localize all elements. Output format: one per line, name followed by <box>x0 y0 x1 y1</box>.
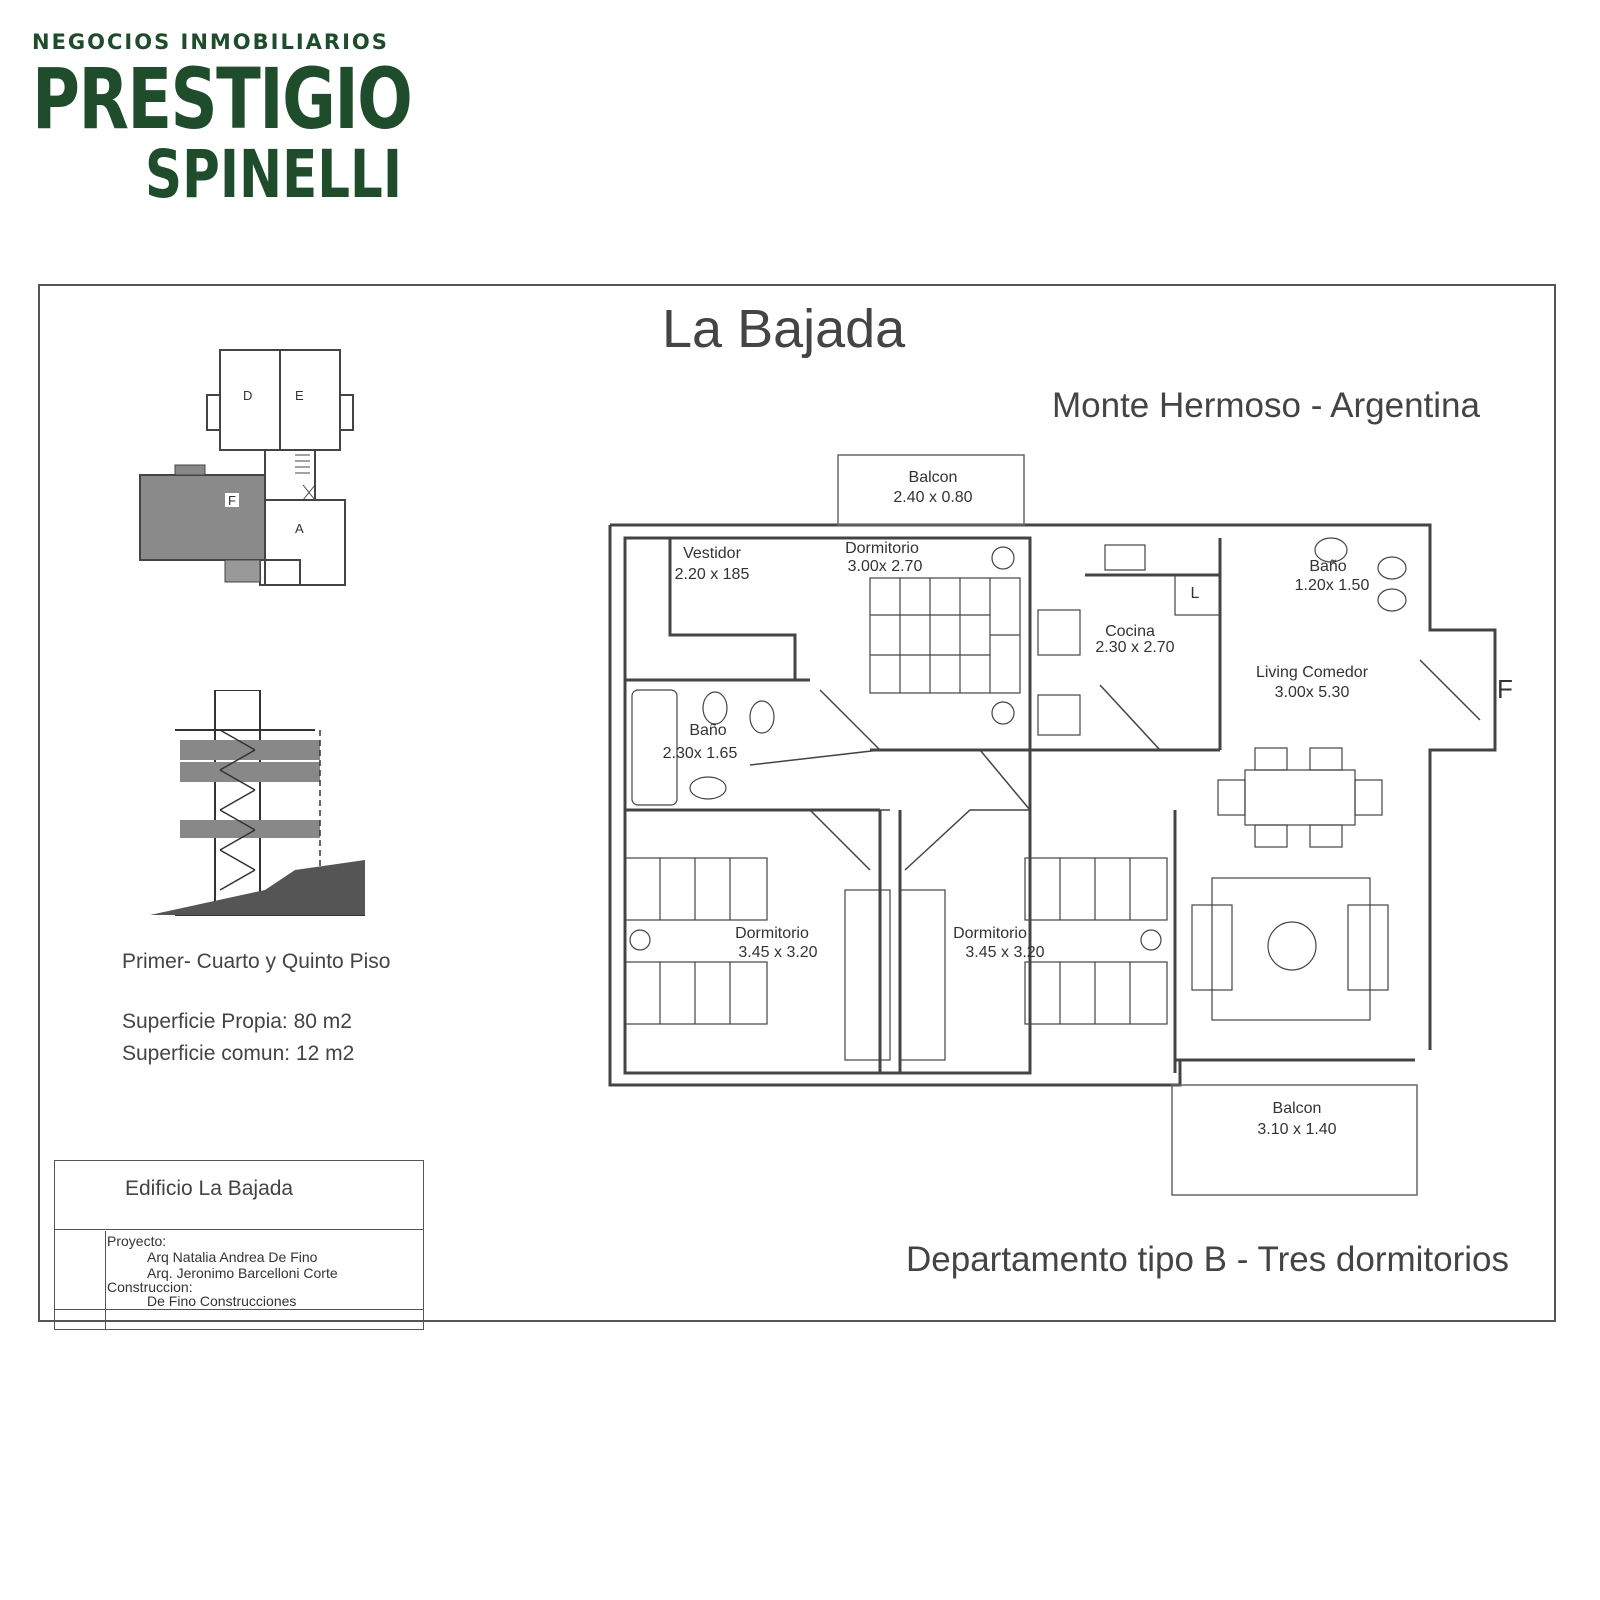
project-label: Proyecto: <box>107 1233 167 1249</box>
key-plan-unit-d: D <box>243 388 253 403</box>
bano-main-name: Baño <box>689 722 727 739</box>
title-block-divider <box>55 1229 423 1230</box>
floors-label: Primer- Cuarto y Quinto Piso <box>122 950 391 973</box>
logo-name-line1: PRESTIGIO <box>32 50 412 148</box>
surface-own: Superficie Propia: 80 m2 <box>122 1010 352 1033</box>
balcony-top-name: Balcon <box>908 469 958 486</box>
plan-title: La Bajada <box>662 299 906 359</box>
bano-main-size: 2.30x 1.65 <box>662 745 738 762</box>
dormitorio-right-size: 3.45 x 3.20 <box>965 944 1045 961</box>
builder: De Fino Construcciones <box>147 1293 297 1309</box>
logo-name-line2: SPINELLI <box>145 136 402 213</box>
dormitorio-main-name: Dormitorio <box>845 540 919 557</box>
title-block-divider <box>55 1309 423 1310</box>
building-section <box>135 690 375 920</box>
title-block-building: Edificio La Bajada <box>125 1177 294 1200</box>
dormitorio-right-name: Dormitorio <box>953 925 1027 942</box>
cocina-extra: L <box>1190 585 1200 602</box>
construction-label: Construccion: <box>107 1279 193 1295</box>
unit-type: Departamento tipo B - Tres dormitorios <box>906 1240 1510 1279</box>
living-name: Living Comedor <box>1255 664 1369 681</box>
vestidor-name: Vestidor <box>683 545 741 562</box>
architect-2: Arq. Jeronimo Barcelloni Corte <box>147 1265 338 1281</box>
key-plan-highlight-unit <box>140 475 265 560</box>
floor-plan <box>600 450 1520 1210</box>
bano-small-size: 1.20x 1.50 <box>1294 577 1370 594</box>
key-plan <box>135 345 365 605</box>
company-logo <box>32 30 412 213</box>
vestidor-size: 2.20 x 185 <box>674 566 750 583</box>
balcony-top-size: 2.40 x 0.80 <box>893 489 973 506</box>
living-furniture <box>1192 748 1388 1020</box>
cocina-size: 2.30 x 2.70 <box>1095 639 1175 656</box>
plan-location: Monte Hermoso - Argentina <box>1052 386 1480 425</box>
architect-1: Arq Natalia Andrea De Fino <box>147 1249 318 1265</box>
entry-label: F <box>1497 674 1513 704</box>
title-block-column-line <box>105 1231 106 1329</box>
logo-tagline: NEGOCIOS INMOBILIARIOS <box>32 30 389 54</box>
title-block <box>54 1160 424 1330</box>
key-plan-unit-e: E <box>295 388 304 403</box>
single-beds <box>625 858 1167 1060</box>
cocina-name: Cocina <box>1105 623 1155 640</box>
surface-common: Superficie comun: 12 m2 <box>122 1042 355 1065</box>
dormitorio-main-size: 3.00x 2.70 <box>847 558 923 575</box>
bano-small-name: Baño <box>1309 558 1347 575</box>
dormitorio-left-name: Dormitorio <box>735 925 809 942</box>
balcony-bottom-name: Balcon <box>1272 1100 1322 1117</box>
key-plan-unit-a: A <box>295 521 304 536</box>
balcony-bottom-size: 3.10 x 1.40 <box>1257 1121 1337 1138</box>
dormitorio-left-size: 3.45 x 3.20 <box>738 944 818 961</box>
key-plan-unit-f: F <box>228 493 236 508</box>
living-size: 3.00x 5.30 <box>1274 684 1350 701</box>
